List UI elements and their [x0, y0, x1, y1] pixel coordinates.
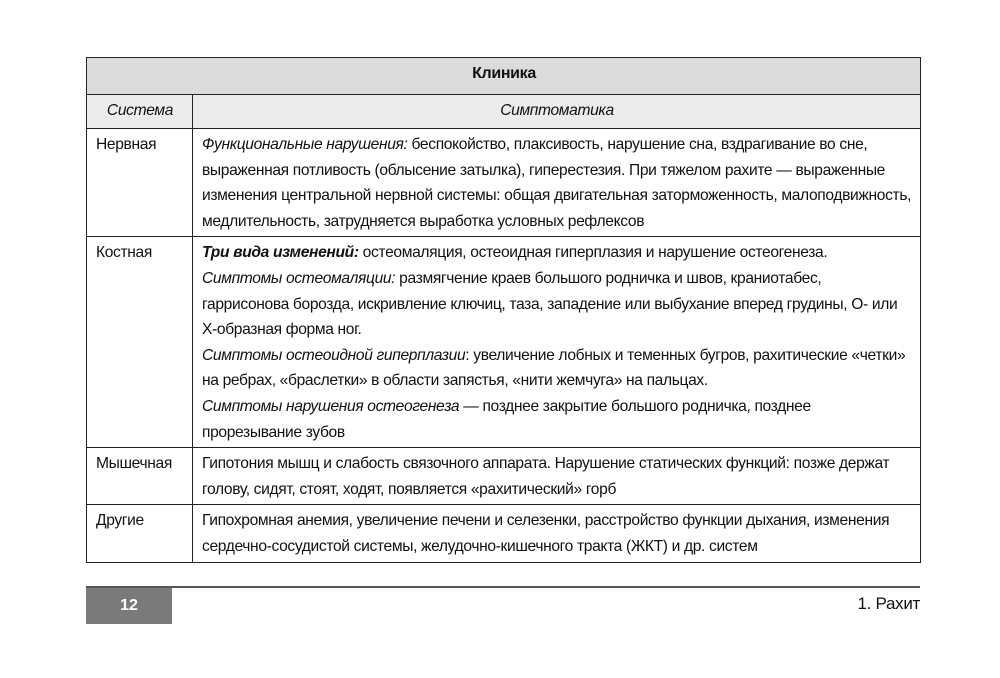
symptoms-cell [193, 129, 921, 237]
symptoms-cell: Гипохромная анемия, увеличение печени и селезенки, расстройство функции дыхания, изменения сердечно-сосудистой системы, желудочно-кишечного тракта (ЖКТ) и др. систем [193, 505, 921, 562]
symptom-paragraph [202, 266, 912, 343]
symptom-lead: Три вида изменений: [202, 244, 359, 262]
symptom-text: остеомаляция, остеоидная гиперплазия и нарушение остеогенеза. [358, 244, 828, 262]
symptom-text: беспокойство, плаксивость, нарушение сна, вздрагивание во сне, выраженная потливость (облысение затылка), гиперестезия. При тяжелом рахите — выраженные изменения центральной нервной системы: общая двигательная заторможенность, малоподвижность, медлительность, затрудняется выработка условных рефлексов [202, 136, 912, 230]
symptoms-cell [193, 237, 921, 448]
symptom-label: Симптомы остеомаляции: [202, 269, 396, 287]
symptom-text: размягчение краев большого родничка и швов, краниотабес, гаррисонова борозда, искривление ключиц, таза, западение или выбухание вперед грудины, О- или Х-образная форма ног. [202, 269, 898, 339]
symptom-label: Симптомы нарушения остеогенеза [202, 397, 460, 415]
page-number: 12 [86, 588, 172, 624]
system-cell: Другие [87, 505, 193, 562]
symptom-text: — позднее закрытие большого родничка, позднее прорезывание зубов [202, 397, 811, 441]
symptom-paragraph [202, 394, 912, 445]
table-title-row [87, 58, 921, 95]
symptom-paragraph [202, 240, 912, 266]
symptom-label: Симптомы остеоидной гиперплазии [202, 346, 466, 364]
chapter-title: 1. Рахит [857, 594, 920, 613]
symptoms-cell: Гипотония мышц и слабость связочного аппарата. Нарушение статических функций: позже держат голову, сидят, стоят, ходят, появляется «рахитический» горб [193, 448, 921, 505]
system-cell: Костная [87, 237, 193, 448]
table-row-nervous [87, 129, 921, 237]
system-cell: Нервная [87, 129, 193, 237]
clinic-table-container [86, 57, 920, 563]
table-header-row [87, 95, 921, 129]
column-header-system: Система [87, 95, 193, 129]
table-row-muscle [87, 448, 921, 505]
table-row-other [87, 505, 921, 562]
clinic-table [86, 57, 921, 563]
symptom-lead: Функциональные нарушения: [202, 136, 408, 153]
system-cell: Мышечная [87, 448, 193, 505]
table-row-bone [87, 237, 921, 448]
footer-rule [86, 586, 920, 588]
table-title: Клиника [87, 58, 921, 95]
symptom-text: : увеличение лобных и теменных бугров, рахитические «четки» на ребрах, «браслетки» в области запястья, «нити жемчуга» на пальцах. [202, 346, 906, 390]
column-header-symptoms: Симптоматика [193, 95, 921, 129]
symptom-paragraph [202, 343, 912, 394]
